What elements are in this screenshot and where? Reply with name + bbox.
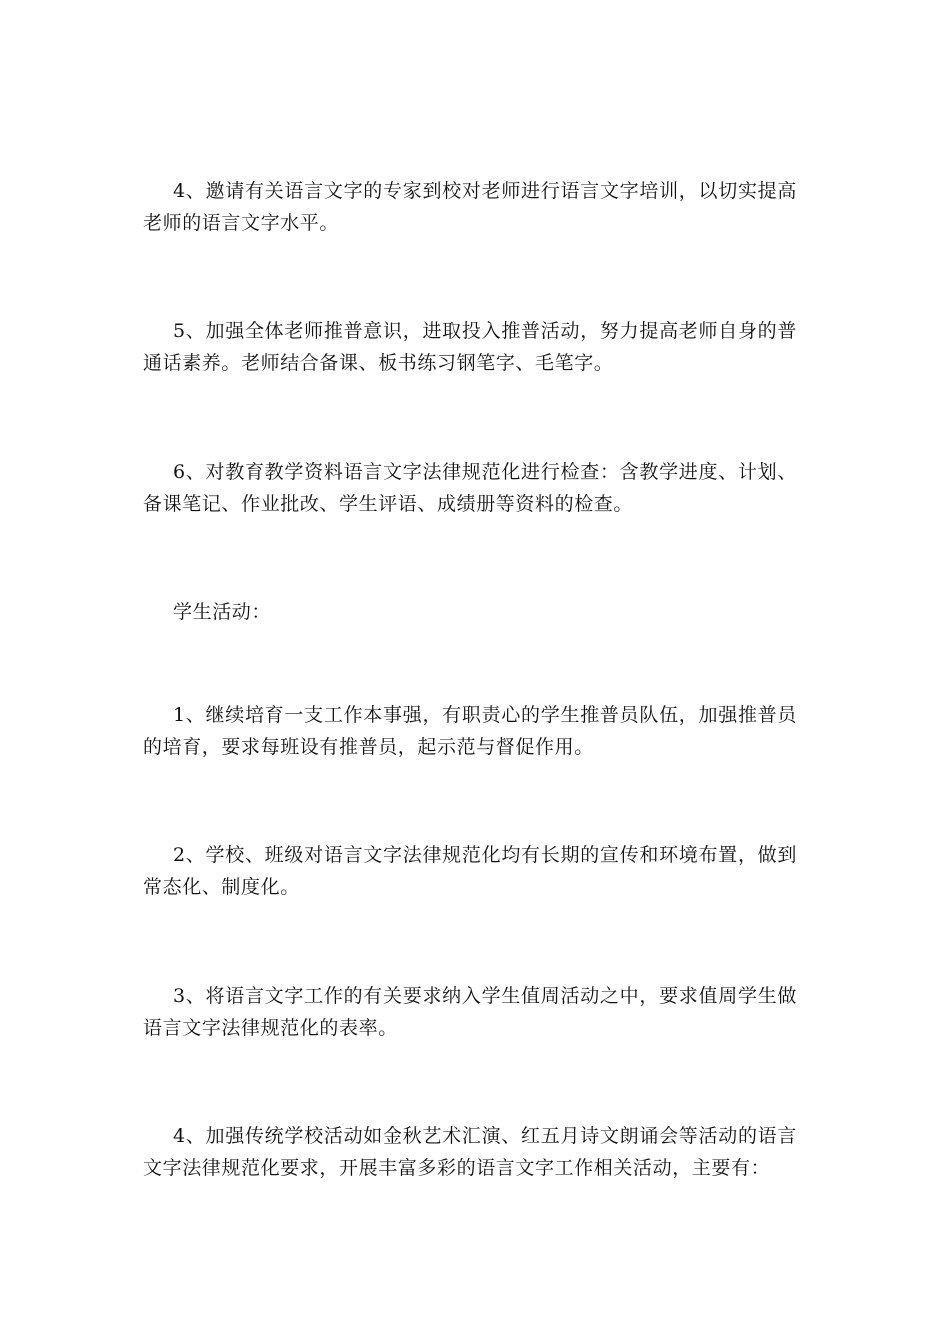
paragraph-student-item-4: 4、加强传统学校活动如金秋艺术汇演、红五月诗文朗诵会等活动的语言文字法律规范化要求，开展丰富多彩的语言文字工作相关活动，主要有： (143, 1125, 797, 1179)
paragraph-teacher-item-5: 5、加强全体老师推普意识，进取投入推普活动，努力提高老师自身的普通话素养。老师结合备课、板书练习钢笔字、毛笔字。 (143, 320, 797, 374)
paragraph-student-item-3: 3、将语言文字工作的有关要求纳入学生值周活动之中，要求值周学生做语言文字法律规范化的表率。 (143, 985, 797, 1039)
paragraph-teacher-item-6: 6、对教育教学资料语言文字法律规范化进行检查：含教学进度、计划、备课笔记、作业批改、学生评语、成绩册等资料的检查。 (143, 461, 797, 515)
paragraph-teacher-item-4: 4、邀请有关语言文字的专家到校对老师进行语言文字培训，以切实提高老师的语言文字水平。 (143, 180, 797, 234)
paragraph-student-item-1: 1、继续培育一支工作本事强，有职责心的学生推普员队伍，加强推普员的培育，要求每班设有推普员，起示范与督促作用。 (143, 704, 797, 758)
section-heading-student-activities: 学生活动： (173, 601, 272, 623)
paragraph-student-item-2: 2、学校、班级对语言文字法律规范化均有长期的宣传和环境布置，做到常态化、制度化。 (143, 844, 797, 898)
